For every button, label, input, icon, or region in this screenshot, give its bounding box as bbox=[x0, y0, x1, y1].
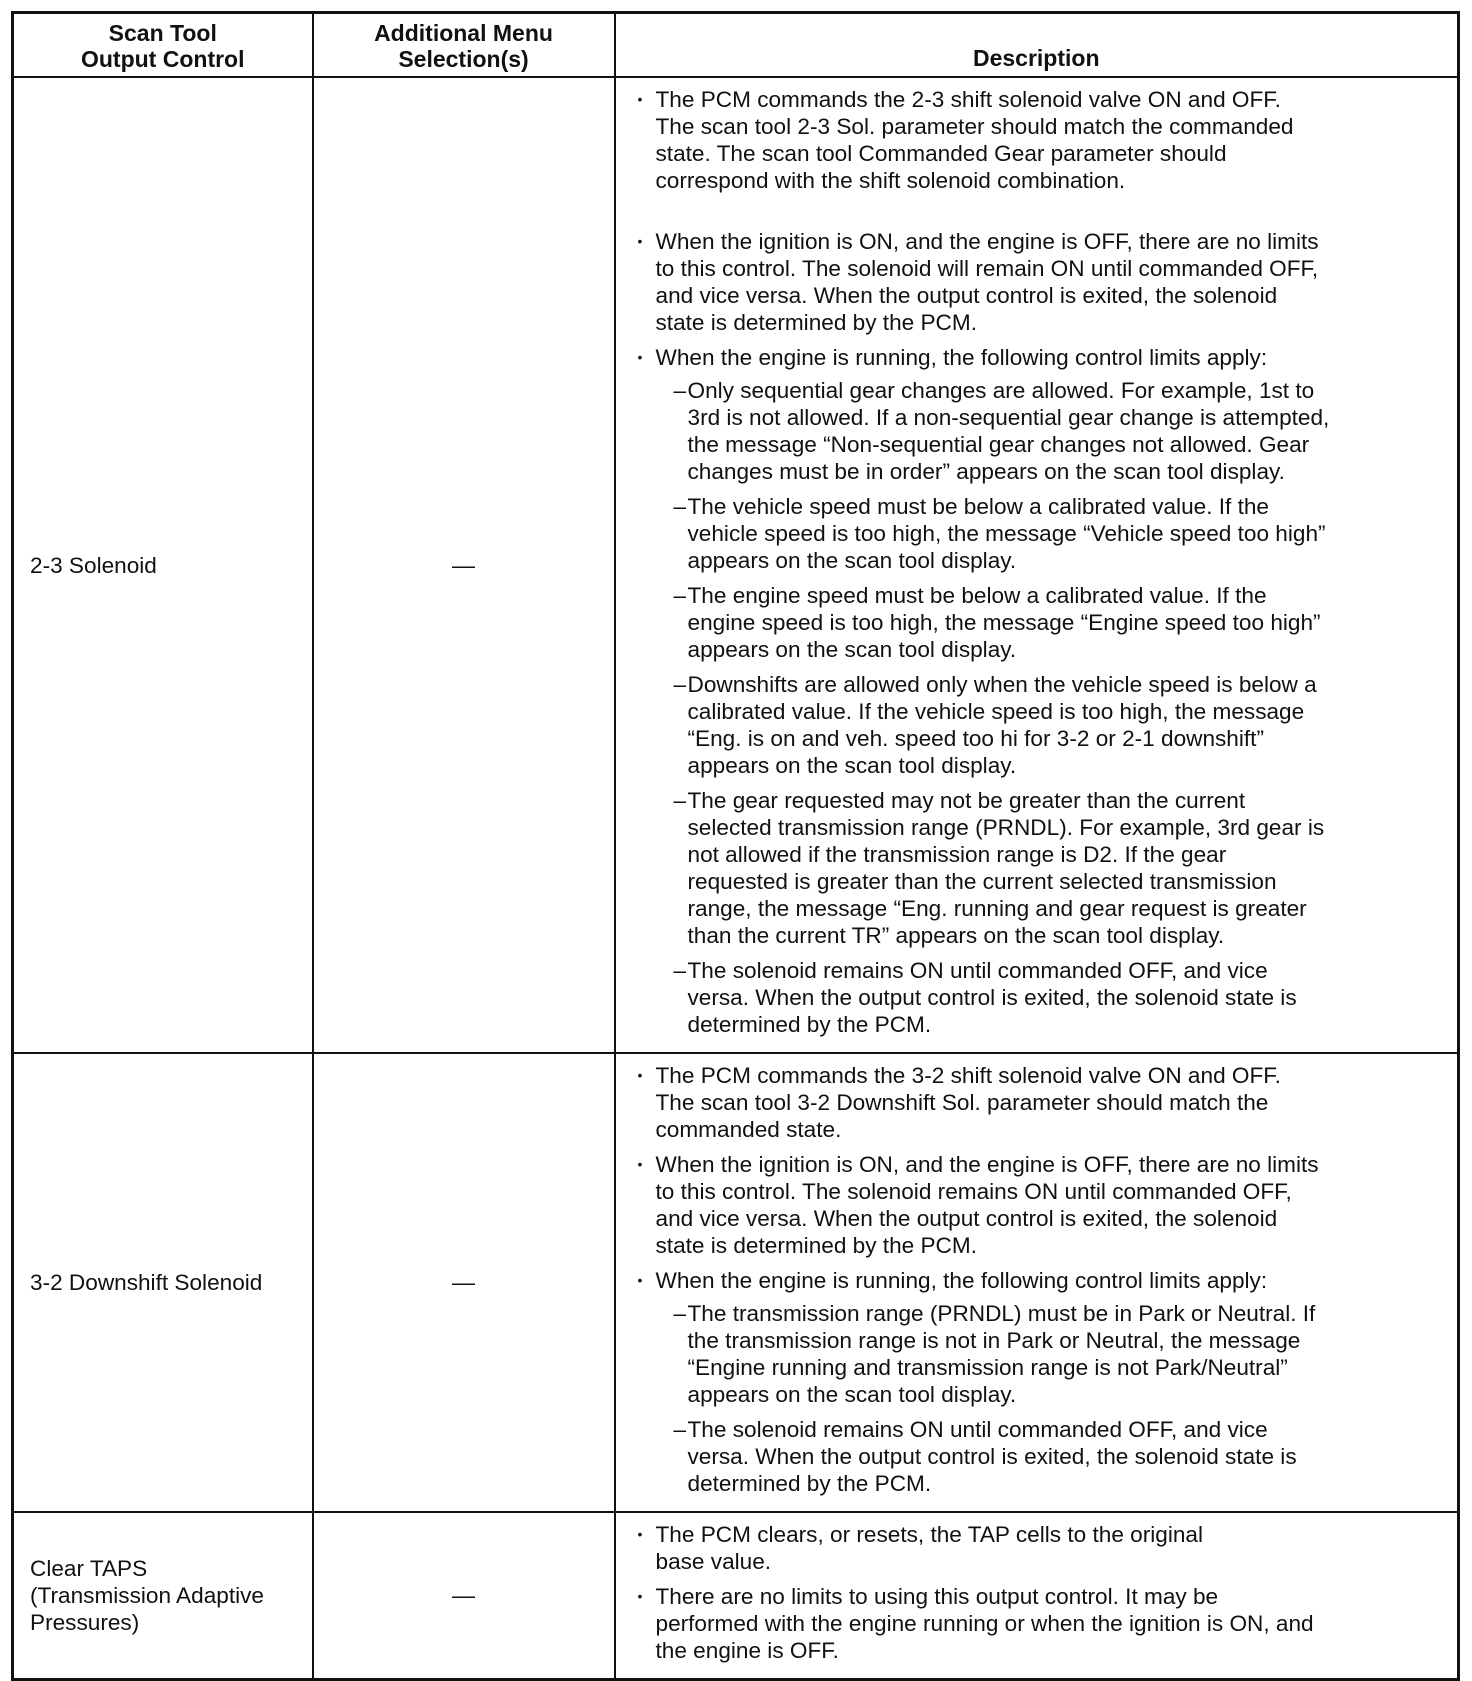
dash-marker: – bbox=[673, 672, 687, 697]
description-cell bbox=[615, 1053, 1459, 1512]
sub-item-text-line: “Eng. is on and veh. speed too hi for 3-2 or 2-1 downshift” bbox=[687, 726, 1264, 751]
sub-item-list bbox=[656, 377, 1448, 1038]
sub-item-text-line: The vehicle speed must be below a calibrated value. If the bbox=[687, 494, 1270, 519]
bullet-marker: • bbox=[637, 349, 643, 365]
output-control-cell bbox=[13, 1053, 313, 1512]
sub-item-text-line: The transmission range (PRNDL) must be in Park or Neutral. If bbox=[687, 1301, 1316, 1326]
bullet-text-line: the engine is OFF. bbox=[655, 1638, 839, 1663]
sub-item-list bbox=[656, 1300, 1448, 1497]
sub-item-text-line: versa. When the output control is exited, the solenoid state is bbox=[687, 1444, 1297, 1469]
sub-item-text-line: Only sequential gear changes are allowed. For example, 1st to bbox=[687, 378, 1315, 403]
menu-selection-cell: — bbox=[313, 77, 615, 1053]
dash-marker: – bbox=[673, 1417, 687, 1442]
bullet-text-line: The scan tool 2-3 Sol. parameter should match the commanded bbox=[655, 114, 1294, 139]
sub-item-text-line: appears on the scan tool display. bbox=[687, 637, 1017, 662]
header-line: Output Control bbox=[80, 46, 245, 72]
sub-item-text-line: Downshifts are allowed only when the vehicle speed is below a bbox=[687, 672, 1317, 697]
bullet-text-line: performed with the engine running or when the ignition is ON, and bbox=[655, 1611, 1314, 1636]
bullet-text-line: to this control. The solenoid will remain ON until commanded OFF, bbox=[655, 256, 1319, 281]
bullet-text-line: state. The scan tool Commanded Gear parameter should bbox=[655, 141, 1227, 166]
header-scan-tool-output-control bbox=[13, 13, 313, 78]
output-control-cell bbox=[13, 1512, 313, 1680]
menu-selection-cell: — bbox=[313, 1053, 615, 1512]
sub-item-text-line: calibrated value. If the vehicle speed is too high, the message bbox=[687, 699, 1305, 724]
bullet-text-line: base value. bbox=[655, 1549, 772, 1574]
dash-marker: – bbox=[673, 494, 687, 519]
output-control-line: Pressures) bbox=[30, 1610, 140, 1635]
table-header-row bbox=[13, 13, 1459, 78]
dash-marker: – bbox=[673, 1301, 687, 1326]
sub-item-text-line: determined by the PCM. bbox=[687, 1012, 932, 1037]
bullet-text-line: The PCM clears, or resets, the TAP cells to the original bbox=[655, 1522, 1204, 1547]
table-row bbox=[13, 77, 1459, 1053]
sub-item-text-line: “Engine running and transmission range is not Park/Neutral” bbox=[687, 1355, 1288, 1380]
bullet-marker: • bbox=[637, 91, 643, 107]
sub-item bbox=[673, 377, 1448, 485]
sub-item-text-line: not allowed if the transmission range is D2. If the gear bbox=[687, 842, 1227, 867]
bullet-marker: • bbox=[637, 1526, 643, 1542]
header-line: Selection(s) bbox=[398, 46, 529, 72]
bullet-marker: • bbox=[637, 233, 643, 249]
output-control-line: Clear TAPS bbox=[30, 1556, 148, 1581]
description-cell bbox=[615, 1512, 1459, 1680]
bullet-text-line: When the ignition is ON, and the engine is OFF, there are no limits bbox=[655, 1152, 1319, 1177]
sub-item-text-line: The gear requested may not be greater than the current bbox=[687, 788, 1246, 813]
sub-item bbox=[673, 1416, 1448, 1497]
description-bullet bbox=[637, 344, 1448, 1038]
table-row bbox=[13, 1512, 1459, 1680]
dash-marker: – bbox=[673, 788, 687, 813]
sub-item-text-line: selected transmission range (PRNDL). For example, 3rd gear is bbox=[687, 815, 1325, 840]
description-cell bbox=[615, 77, 1459, 1053]
output-control-line: (Transmission Adaptive bbox=[30, 1583, 264, 1608]
bullet-text-line: commanded state. bbox=[655, 1117, 842, 1142]
bullet-text-line: The scan tool 3-2 Downshift Sol. parameter should match the bbox=[655, 1090, 1269, 1115]
bullet-text-line: When the engine is running, the following control limits apply: bbox=[655, 1268, 1268, 1293]
description-bullet bbox=[637, 1521, 1448, 1575]
output-control-line: 3-2 Downshift Solenoid bbox=[30, 1270, 263, 1295]
bullet-text-line: state is determined by the PCM. bbox=[655, 310, 977, 335]
sub-item-text-line: than the current TR” appears on the scan tool display. bbox=[687, 923, 1225, 948]
sub-item-text-line: appears on the scan tool display. bbox=[687, 753, 1017, 778]
bullet-text-line: When the ignition is ON, and the engine is OFF, there are no limits bbox=[655, 229, 1319, 254]
sub-item-text-line: changes must be in order” appears on the scan tool display. bbox=[687, 459, 1285, 484]
description-bullet-list bbox=[637, 1521, 1448, 1664]
description-bullet-list bbox=[637, 86, 1448, 1038]
sub-item-text-line: determined by the PCM. bbox=[687, 1471, 932, 1496]
scan-tool-output-control-table bbox=[11, 11, 1460, 1681]
bullet-text-line: There are no limits to using this output control. It may be bbox=[655, 1584, 1219, 1609]
sub-item-text-line: the message “Non-sequential gear changes not allowed. Gear bbox=[687, 432, 1310, 457]
header-line: Additional Menu bbox=[374, 20, 553, 46]
bullet-text-line: The PCM commands the 3-2 shift solenoid valve ON and OFF. bbox=[655, 1063, 1281, 1088]
sub-item-text-line: 3rd is not allowed. If a non-sequential gear change is attempted, bbox=[687, 405, 1330, 430]
bullet-text-line: to this control. The solenoid remains ON until commanded OFF, bbox=[655, 1179, 1292, 1204]
sub-item-text-line: requested is greater than the current selected transmission bbox=[687, 869, 1277, 894]
sub-item-text-line: The solenoid remains ON until commanded OFF, and vice bbox=[687, 958, 1268, 983]
bullet-marker: • bbox=[637, 1588, 643, 1604]
bullet-marker: • bbox=[637, 1067, 643, 1083]
sub-item-text-line: vehicle speed is too high, the message “Vehicle speed too high” bbox=[687, 521, 1326, 546]
bullet-marker: • bbox=[637, 1272, 643, 1288]
header-line: Scan Tool bbox=[108, 20, 217, 46]
sub-item-text-line: the transmission range is not in Park or Neutral, the message bbox=[687, 1328, 1301, 1353]
description-bullet bbox=[637, 86, 1448, 194]
table-body bbox=[13, 77, 1459, 1680]
menu-selection-cell: — bbox=[313, 1512, 615, 1680]
sub-item-text-line: appears on the scan tool display. bbox=[687, 548, 1017, 573]
sub-item-text-line: appears on the scan tool display. bbox=[687, 1382, 1017, 1407]
description-bullet-list bbox=[637, 1062, 1448, 1497]
description-bullet bbox=[637, 1151, 1448, 1259]
bullet-text-line: state is determined by the PCM. bbox=[655, 1233, 977, 1258]
sub-item bbox=[673, 493, 1448, 574]
bullet-text-line: When the engine is running, the following control limits apply: bbox=[655, 345, 1268, 370]
description-bullet bbox=[637, 1062, 1448, 1143]
sub-item bbox=[673, 582, 1448, 663]
output-control-line: 2-3 Solenoid bbox=[30, 552, 157, 578]
output-control-cell bbox=[13, 77, 313, 1053]
dash-marker: – bbox=[673, 583, 687, 608]
sub-item bbox=[673, 787, 1448, 949]
sub-item-text-line: versa. When the output control is exited, the solenoid state is bbox=[687, 985, 1297, 1010]
description-bullet bbox=[637, 228, 1448, 336]
sub-item-text-line: The engine speed must be below a calibrated value. If the bbox=[687, 583, 1267, 608]
sub-item-text-line: engine speed is too high, the message “Engine speed too high” bbox=[687, 610, 1321, 635]
sub-item bbox=[673, 1300, 1448, 1408]
sub-item-text-line: The solenoid remains ON until commanded OFF, and vice bbox=[687, 1417, 1268, 1442]
description-bullet bbox=[637, 1583, 1448, 1664]
sub-item bbox=[673, 671, 1448, 779]
dash-marker: – bbox=[673, 378, 687, 403]
dash-marker: – bbox=[673, 958, 687, 983]
header-additional-menu-selections bbox=[313, 13, 615, 78]
description-bullet bbox=[637, 1267, 1448, 1497]
bullet-marker: • bbox=[637, 1156, 643, 1172]
bullet-text-line: and vice versa. When the output control is exited, the solenoid bbox=[655, 1206, 1278, 1231]
bullet-text-line: correspond with the shift solenoid combination. bbox=[655, 168, 1126, 193]
bullet-text-line: The PCM commands the 2-3 shift solenoid valve ON and OFF. bbox=[655, 87, 1281, 112]
header-description: Description bbox=[615, 13, 1459, 78]
sub-item bbox=[673, 957, 1448, 1038]
sub-item-text-line: range, the message “Eng. running and gear request is greater bbox=[687, 896, 1307, 921]
table-row bbox=[13, 1053, 1459, 1512]
bullet-text-line: and vice versa. When the output control is exited, the solenoid bbox=[655, 283, 1278, 308]
